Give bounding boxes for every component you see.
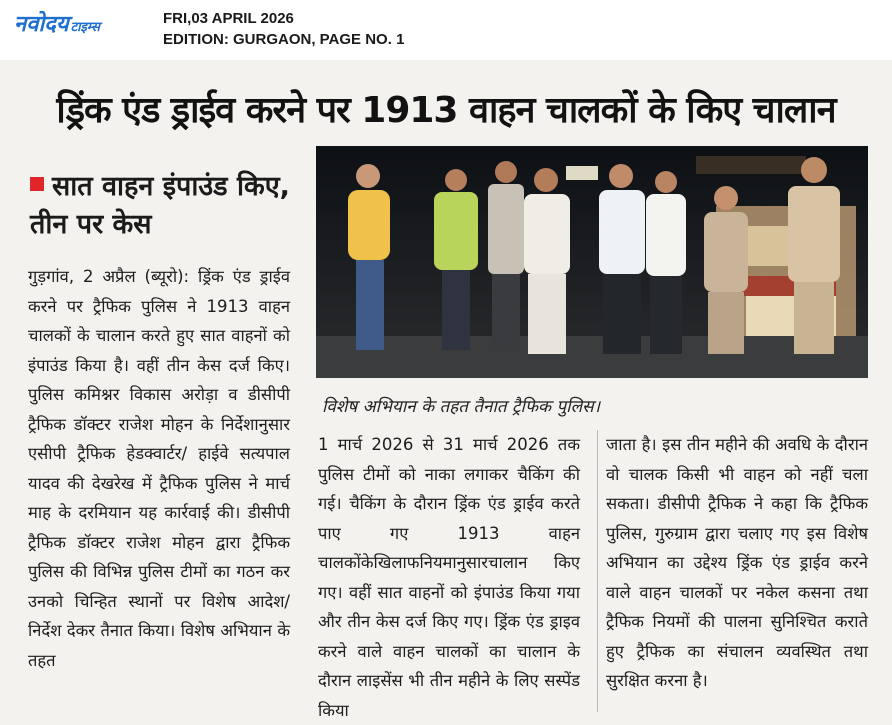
article-headline: ड्रिंक एंड ड्राईव करने पर 1913 वाहन चालकों के किए चालान xyxy=(56,90,836,131)
photo-caption: विशेष अभियान के तहत तैनात ट्रैफिक पुलिस। xyxy=(322,397,601,417)
edition-page: EDITION: GURGAON, PAGE NO. 1 xyxy=(163,31,405,48)
article-subheadline xyxy=(30,168,300,244)
edition-info xyxy=(163,8,404,50)
newspaper-logo xyxy=(14,8,100,38)
article-column-3: जाता है। इस तीन महीने की अवधि के दौरान वो चालक किसी भी वाहन को नहीं चला सकता। डीसीपी ट्रैफिक ने कहा कि ट्रैफिक पुलिस, गुरुग्राम द्वारा चलाए गए इस विशेष अभियान का उद्देश्य ड्रिंक एंड ड्राईव करने वाले वाहन चालकों पर नकेल कसना तथा ट्रैफिक नियमों की पालना सुनिश्चित कराते हुए ट्रैफिक का संचालन व्यवस्थित तथा सुरक्षित करना है। xyxy=(606,435,868,690)
issue-date: FRI,03 APRIL 2026 xyxy=(163,10,294,27)
column-divider xyxy=(597,430,598,712)
logo-sub-text: टाइम्स xyxy=(70,20,100,35)
police-team-photo-illustration xyxy=(316,146,868,378)
article-column-2: 1 मार्च 2026 से 31 मार्च 2026 तक पुलिस टीमों को नाका लगाकर चैकिंग की गई। चैकिंग के दौरान ड्रिंक एंड ड्राईव करते पाए गए 1913 वाहन चालकोंकेखिलाफनियमानुसारचालान किए गए। वहीं सात वाहनों को इंपाउंड किया गया और तीन केस दर्ज किए गए। ड्रिंक एंड ड्राइव करने वाले वाहन चालकों का चालान के दौरान लाइसेंस भी तीन महीने के लिए सस्पेंड किया xyxy=(318,435,580,720)
article-column-1: गुड़गांव, 2 अप्रैल (ब्यूरो): ड्रिंक एंड ड्राईव करने पर ट्रैफिक पुलिस ने 1913 वाहन चालकों के चालान करते हुए सात वाहनों को इंपाउंड किया है। वहीं तीन केस दर्ज किए। पुलिस कमिश्नर विकास अरोड़ा व डीसीपी ट्रैफिक डॉक्टर राजेश मोहन के निर्देशानुसार एसीपी ट्रैफिक हेडक्वार्टर/ हाईवे सत्यपाल यादव की देखरेख में ट्रैफिक पुलिस ने मार्च माह के दरमियान यह कार्रवाई की। डीसीपी ट्रैफिक डॉक्टर राजेश मोहन द्वारा ट्रैफिक पुलिस की विभिन्न पुलिस टीमों का गठन कर उनको चिन्हित स्थानों पर विशेष आदेश/ निर्देश देकर तैनात किया। विशेष अभियान के तहत xyxy=(28,267,290,670)
masthead-bar xyxy=(0,0,892,60)
subheadline-text: सात वाहन इंपाउंड किए, तीन पर केस xyxy=(30,171,290,240)
news-photo xyxy=(316,146,868,378)
logo-main-text: नवोदय xyxy=(14,12,69,37)
red-bullet-icon xyxy=(30,177,44,191)
